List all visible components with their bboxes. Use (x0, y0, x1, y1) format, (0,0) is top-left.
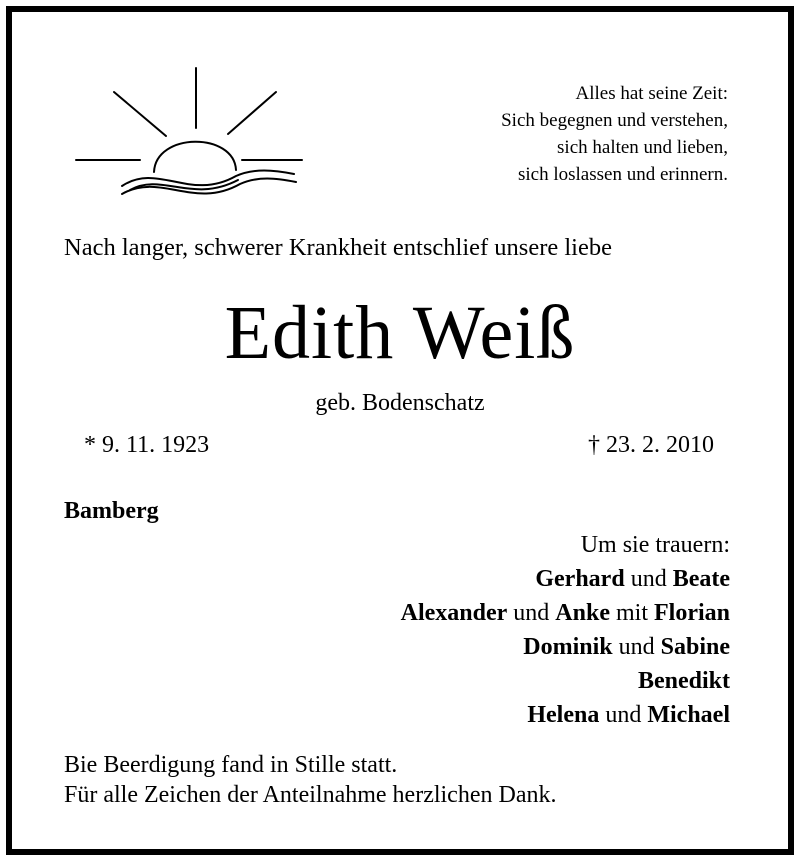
motto-line: sich halten und lieben, (557, 137, 728, 158)
obituary-notice (6, 6, 794, 855)
intro-text: Nach langer, schwerer Krankheit entschlief unsere liebe (64, 234, 612, 261)
mourner-separator: und (612, 634, 661, 660)
mourner-line (401, 596, 730, 630)
maiden-name: geb. Bodenschatz (315, 390, 485, 416)
mourner-separator: und (624, 566, 673, 592)
mourner-name: Benedikt (637, 668, 730, 694)
mourner-name: Beate (672, 566, 730, 592)
mourner-name: Sabine (660, 634, 730, 660)
closing-line: Bie Beerdigung fand in Stille statt. (64, 752, 398, 778)
mourner-line (401, 562, 730, 596)
mourner-separator: und (599, 702, 648, 728)
mourner-name: Florian (654, 600, 730, 626)
mourner-line (401, 698, 730, 732)
closing-line: Für alle Zeichen der Anteilnahme herzlichen Dank. (64, 782, 557, 808)
motto-line: Sich begegnen und verstehen, (501, 110, 728, 131)
mourner-separator: mit (609, 600, 654, 626)
mourner-name: Michael (647, 702, 730, 728)
mourners-list (401, 528, 730, 732)
motto-line: Alles hat seine Zeit: (575, 83, 728, 104)
mourner-separator: und (507, 600, 556, 626)
mourner-name: Helena (527, 702, 600, 728)
sunset-icon (70, 62, 310, 202)
birth-date: * 9. 11. 1923 (84, 432, 210, 458)
mourner-name: Gerhard (535, 566, 625, 592)
city-name: Bamberg (64, 498, 159, 524)
mourner-name: Dominik (523, 634, 613, 660)
mourner-line (401, 664, 730, 698)
closing-text (64, 750, 556, 810)
motto-line: sich loslassen und erinnern. (517, 164, 728, 185)
mourner-name: Alexander (400, 600, 508, 626)
mourner-line (401, 630, 730, 664)
mourner-name: Anke (555, 600, 610, 626)
motto-verse (501, 80, 728, 188)
death-date: † 23. 2. 2010 (588, 432, 714, 458)
mourners-heading: Um sie trauern: (580, 532, 730, 558)
deceased-name: Edith Weiß (224, 291, 576, 375)
